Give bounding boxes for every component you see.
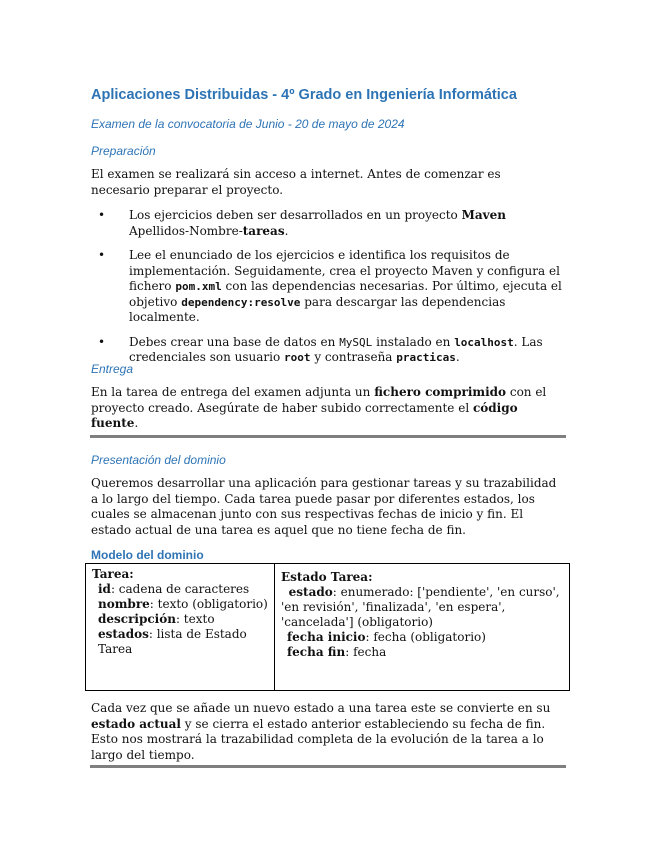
document-subtitle: Examen de la convocatoria de Junio - 20 de mayo de 2024 <box>91 117 405 131</box>
dominio-heading: Presentación del dominio <box>91 453 226 467</box>
estado-tarea-cell <box>275 564 570 691</box>
preparacion-intro: El examen se realizará sin acceso a internet. Antes de comenzar es necesario preparar el proyecto. <box>91 167 501 197</box>
bullet-icon: • <box>98 334 106 349</box>
tarea-field: id: cadena de caracteres <box>98 582 250 596</box>
tarea-cell <box>86 564 275 691</box>
section-divider <box>90 435 566 438</box>
domain-model-table <box>85 563 570 691</box>
estado-field: estado: enumerado: ['pendiente', 'en curso', 'en revisión', 'finalizada', 'en espera', 'cancelada'] (obligatorio) <box>281 585 560 629</box>
estado-tarea-title: Estado Tarea: <box>281 570 373 584</box>
tarea-title: Tarea: <box>92 567 134 581</box>
list-item: • Debes crear una base de datos en MySQL instalado en localhost. Las credenciales son usuario root y contraseña practicas. <box>98 334 543 364</box>
fecha-inicio-field: fecha inicio: fecha (obligatorio) <box>287 630 486 644</box>
dominio-text: Queremos desarrollar una aplicación para gestionar tareas y su trazabilidad a lo largo del tiempo. Cada tarea puede pasar por diferentes estados, los cuales se almacenan junto con sus respectivas fechas de inicio y fin. El estado actual de una tarea es aquel que no tiene fecha de fin. <box>91 476 557 537</box>
entrega-text: En la tarea de entrega del examen adjunta un fichero comprimido con el proyecto creado. Asegúrate de haber subido correctamente el código fuente. <box>91 385 547 430</box>
estado-actual-text: Cada vez que se añade un nuevo estado a una tarea este se convierte en su estado actual y se cierra el estado anterior estableciendo su fecha de fin. Esto nos mostrará la trazabilidad completa de la evolución de la tarea a lo largo del tiempo. <box>91 701 551 762</box>
preparacion-list <box>98 208 568 375</box>
tarea-field: nombre: texto (obligatorio) <box>98 597 268 611</box>
preparacion-heading: Preparación <box>91 144 156 158</box>
fecha-fin-field: fecha fin: fecha <box>287 645 387 659</box>
list-item: • Los ejercicios deben ser desarrollados en un proyecto Maven Apellidos-Nombre-tareas. <box>98 208 506 238</box>
tarea-field: estados: lista de Estado Tarea <box>98 627 247 656</box>
document-title: Aplicaciones Distribuidas - 4º Grado en Ingeniería Informática <box>91 87 517 103</box>
bullet-icon: • <box>98 248 106 262</box>
entrega-heading: Entrega <box>91 362 134 376</box>
section-divider <box>90 765 566 768</box>
tarea-field: descripción: texto <box>98 612 215 626</box>
list-item: • Lee el enunciado de los ejercicios e identifica los requisitos de implementación. Seguidamente, crea el proyecto Maven y configura el fichero pom.xml con las dependencias necesarias. Por último, ejecuta el objetivo dependency:resolve para descargar las dependencias localmente. <box>98 248 562 324</box>
bullet-icon: • <box>98 208 106 222</box>
modelo-heading: Modelo del dominio <box>91 548 204 562</box>
